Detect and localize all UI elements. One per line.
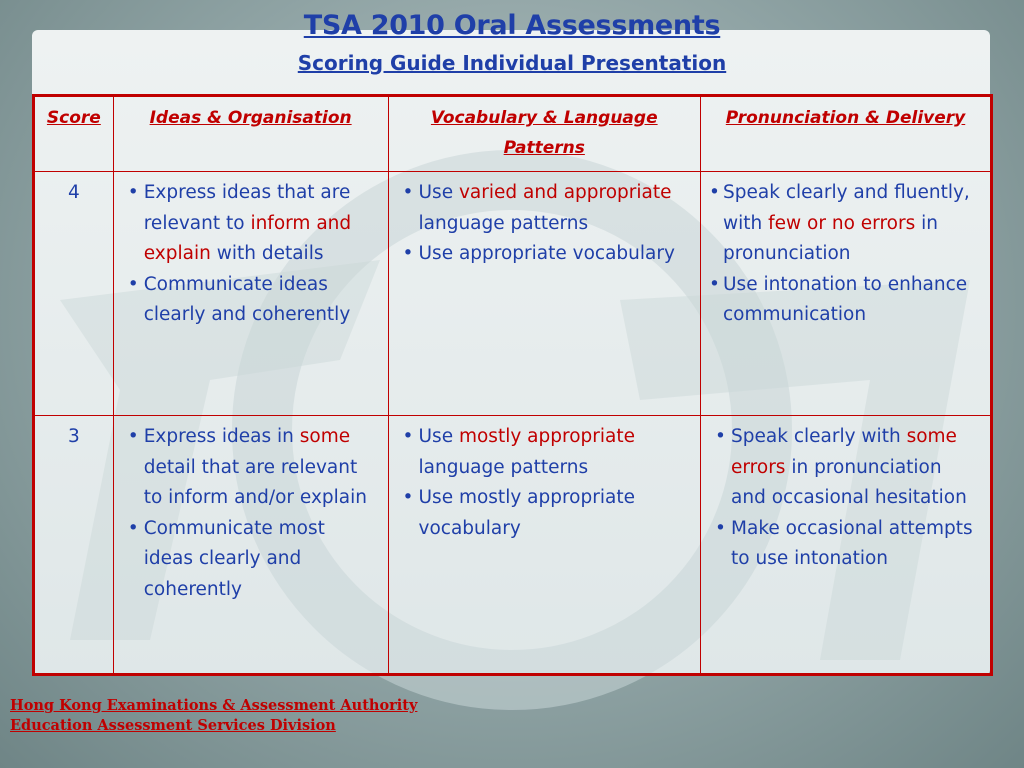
emphasis-text: some [299, 426, 351, 447]
text-run: in pronunciation and occasional hesitation [731, 456, 967, 508]
bullet-icon: • [127, 517, 139, 539]
list-item [709, 270, 982, 331]
header-row [34, 96, 992, 172]
list-item [397, 422, 693, 483]
list-item [397, 483, 693, 544]
emphasis-text: inform and explain [143, 212, 352, 264]
footer-division: Education Assessment Services Division [10, 717, 336, 734]
text-run: Make occasional attempts to use intonation [731, 517, 973, 569]
ideas-cell [113, 172, 388, 416]
pronunciation-cell [701, 416, 992, 675]
footer [10, 696, 610, 736]
score-value: 3 [34, 416, 114, 675]
text-run: Use appropriate vocabulary [418, 243, 675, 264]
table-row [34, 172, 992, 416]
bullet-icon: • [402, 243, 414, 264]
scoring-table [32, 94, 993, 676]
bullet-icon: • [709, 182, 720, 203]
emphasis-text: varied and appropriate [458, 182, 672, 203]
bullet-icon: • [127, 273, 139, 295]
ideas-cell [113, 416, 388, 675]
text-run: Use [418, 182, 459, 203]
bullet-icon: • [709, 273, 720, 295]
list-item [397, 178, 693, 239]
header-score: Score [34, 96, 114, 172]
text-run: Express ideas that are relevant to [143, 182, 351, 234]
text-run: Use [418, 426, 459, 447]
list-item [709, 422, 982, 514]
text-run: Speak clearly and fluently, with [723, 182, 970, 234]
bullet-icon: • [715, 426, 726, 447]
score-value: 4 [34, 172, 114, 416]
header-pronunciation: Pronunciation & Delivery [701, 96, 992, 172]
bullet-icon: • [715, 517, 726, 539]
header-vocab: Vocabulary & Language Patterns [388, 96, 701, 172]
title-block [0, 8, 1024, 78]
text-run: language patterns [418, 212, 589, 234]
page-subtitle: Scoring Guide Individual Presentation [297, 51, 727, 75]
bullet-icon: • [402, 426, 414, 447]
list-item [709, 514, 982, 575]
pronunciation-cell [701, 172, 992, 416]
text-run: detail that are relevant to inform and/or explain [143, 456, 367, 508]
list-item [122, 422, 380, 514]
bullet-icon: • [127, 182, 139, 203]
bullet-icon: • [127, 426, 139, 447]
vocab-cell [388, 172, 701, 416]
list-item [122, 514, 380, 606]
footer-organisation: Hong Kong Examinations & Assessment Authority [10, 697, 418, 714]
bullet-icon: • [402, 487, 414, 508]
text-run: Use intonation to enhance communication [723, 273, 968, 325]
emphasis-text: mostly appropriate [458, 426, 635, 447]
text-run: Communicate most ideas clearly and coherently [143, 517, 325, 600]
list-item [122, 270, 380, 331]
emphasis-text: few or no errors [768, 212, 916, 234]
list-item [122, 178, 380, 270]
table-row [34, 416, 992, 675]
bullet-icon: • [402, 182, 414, 203]
text-run: Use mostly appropriate vocabulary [418, 487, 635, 539]
text-run: in pronunciation [723, 212, 938, 264]
text-run: language patterns [418, 456, 589, 478]
list-item [709, 178, 982, 270]
text-run: with details [210, 243, 324, 264]
text-run: Speak clearly with [731, 426, 907, 447]
text-run: Express ideas in [143, 426, 300, 447]
list-item [397, 239, 693, 270]
vocab-cell [388, 416, 701, 675]
text-run: Communicate ideas clearly and coherently [143, 273, 351, 325]
page-title: TSA 2010 Oral Assessments [303, 10, 721, 41]
header-ideas: Ideas & Organisation [113, 96, 388, 172]
emphasis-text: some errors [731, 426, 957, 478]
